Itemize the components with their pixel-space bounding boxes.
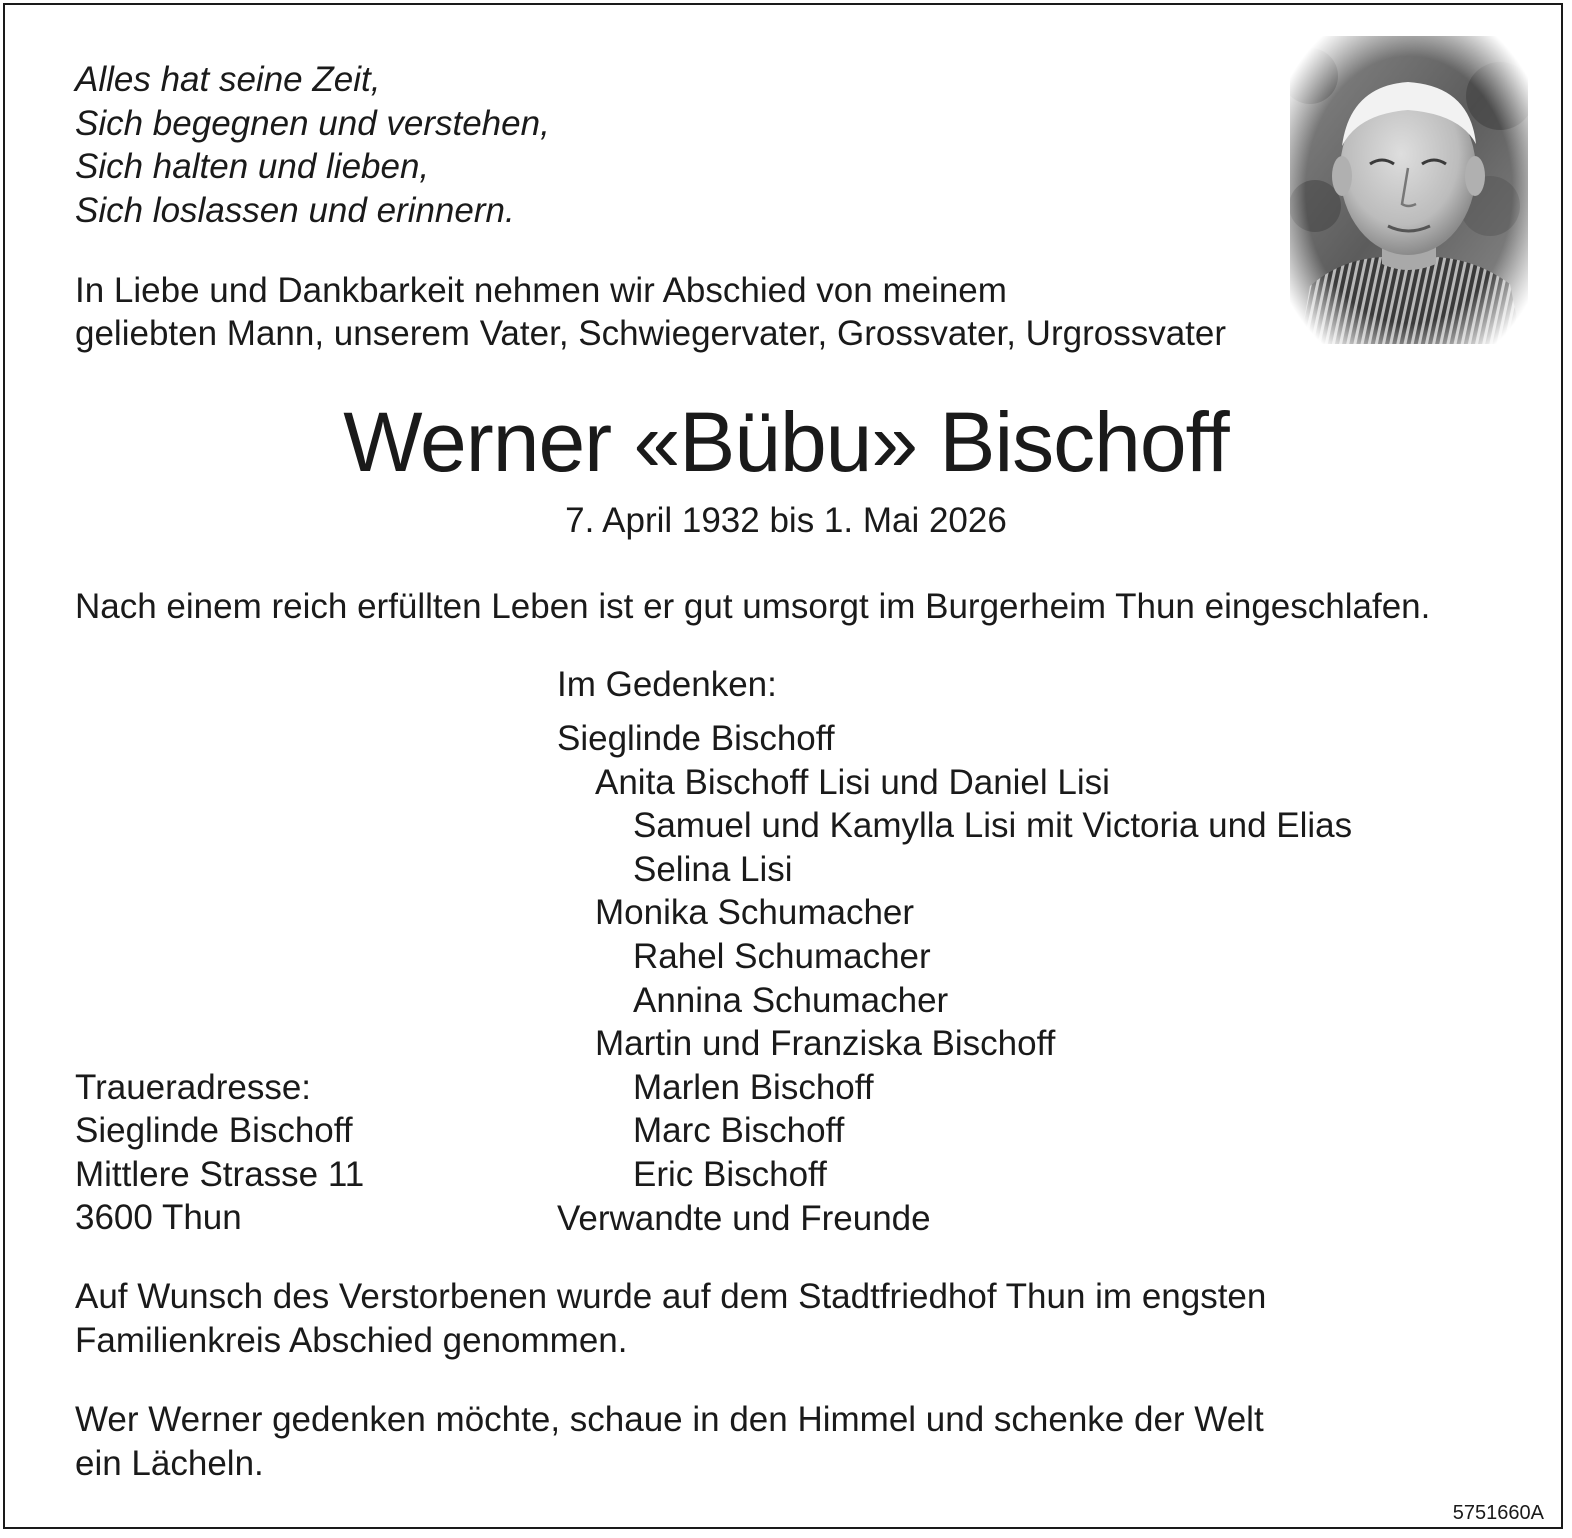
mourner-entry: Samuel und Kamylla Lisi mit Victoria und Elias: [633, 806, 1353, 845]
mourner-entry: Verwandte und Freunde: [557, 1199, 931, 1238]
deceased-name: Werner «Bübu» Bischoff: [343, 395, 1229, 489]
mourning-address-line: 3600 Thun: [75, 1198, 242, 1237]
mourning-address-line: Sieglinde Bischoff: [75, 1111, 353, 1150]
mourner-entry: Anita Bischoff Lisi und Daniel Lisi: [595, 763, 1110, 802]
portrait-photo: [1290, 36, 1528, 344]
poem-line: Sich begegnen und verstehen,: [75, 104, 550, 143]
mourner-entry: Martin und Franziska Bischoff: [595, 1024, 1056, 1063]
mourning-address-line: Mittlere Strasse 11: [75, 1155, 365, 1194]
life-dates: 7. April 1932 bis 1. Mai 2026: [565, 501, 1007, 540]
statement: Nach einem reich erfüllten Leben ist er gut umsorgt im Burgerheim Thun eingeschlafen.: [75, 587, 1431, 626]
intro-line: In Liebe und Dankbarkeit nehmen wir Abschied von meinem: [75, 271, 1007, 310]
poem-line: Alles hat seine Zeit,: [75, 60, 381, 99]
burial-note-line: Auf Wunsch des Verstorbenen wurde auf dem Stadtfriedhof Thun im engsten: [75, 1277, 1267, 1316]
closing-line: ein Lächeln.: [75, 1444, 264, 1483]
mourner-entry: Selina Lisi: [633, 850, 793, 889]
closing-line: Wer Werner gedenken möchte, schaue in den Himmel und schenke der Welt: [75, 1400, 1264, 1439]
mourner-entry: Marc Bischoff: [633, 1111, 845, 1150]
mourner-entry: Sieglinde Bischoff: [557, 719, 835, 758]
mourning-address-label: Traueradresse:: [75, 1068, 312, 1107]
mourner-entry: Monika Schumacher: [595, 893, 915, 932]
mourner-entry: Annina Schumacher: [633, 981, 949, 1020]
mourner-entry: Eric Bischoff: [633, 1155, 827, 1194]
mourner-entry: Marlen Bischoff: [633, 1068, 874, 1107]
intro-line: geliebten Mann, unserem Vater, Schwiegervater, Grossvater, Urgrossvater: [75, 314, 1227, 353]
poem-line: Sich halten und lieben,: [75, 147, 430, 186]
poem-line: Sich loslassen und erinnern.: [75, 191, 515, 230]
mourner-entry: Rahel Schumacher: [633, 937, 931, 976]
reference-number: 5751660A: [1452, 1502, 1544, 1524]
mourners-heading: Im Gedenken:: [557, 665, 777, 704]
burial-note-line: Familienkreis Abschied genommen.: [75, 1321, 628, 1360]
